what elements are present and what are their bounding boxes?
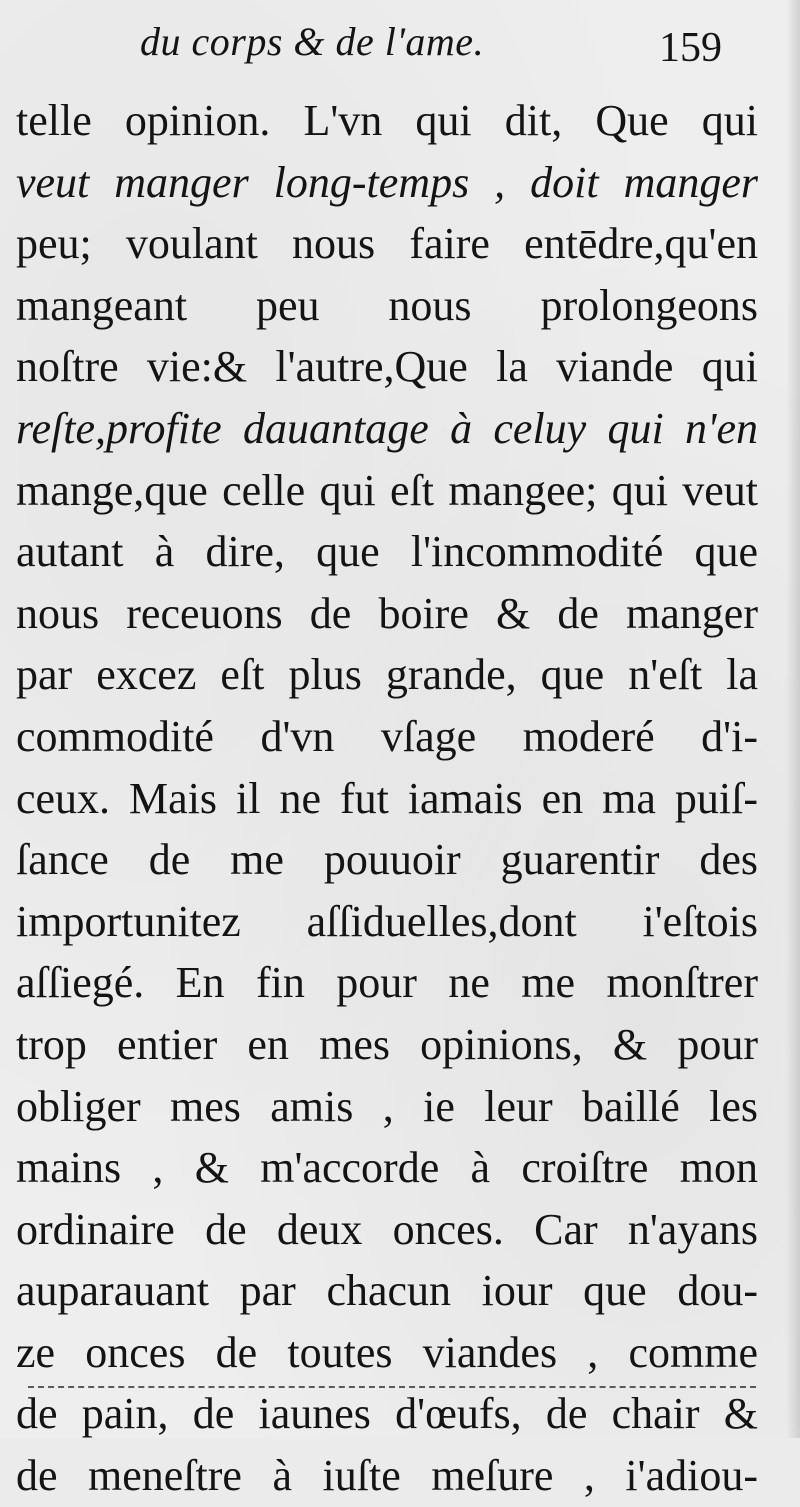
text-line: mains , & m'accorde à croiſtre mon [16, 1143, 758, 1193]
text-line: reſte,profite dauantage à celuy qui n'en [16, 403, 758, 453]
text-line: par excez eſt plus grande, que n'eſt la [16, 650, 758, 700]
running-head [0, 14, 800, 74]
text-line: peu; voulant nous faire entēdre,qu'en [16, 219, 758, 269]
body-text [16, 90, 758, 1507]
text-line: importunitez aſſiduelles,dont i'eſtois [16, 896, 758, 946]
page-edge-shadow [786, 0, 800, 1438]
text-line: nous receuons de boire & de manger [16, 588, 758, 638]
text-line: ſance de me pouuoir guarentir des [16, 835, 758, 885]
text-line: telle opinion. L'vn qui dit, Que qui [16, 96, 758, 145]
text-line: de meneſtre à iuſte meſure , i'adiou- [16, 1451, 758, 1501]
text-line: commodité d'vn vſage moderé d'i- [16, 711, 758, 761]
page-number: 159 [659, 25, 722, 71]
text-line: auparauant par chacun iour que dou- [16, 1266, 758, 1316]
text-line: ordinaire de deux onces. Car n'ayans [16, 1204, 758, 1254]
text-line: mangeant peu nous prolongeons [16, 280, 758, 330]
text-line: noſtre vie:& l'autre,Que la viande qui [16, 342, 758, 392]
text-line: trop entier en mes opinions, & pour [16, 1019, 758, 1069]
text-line: autant à dire, que l'incommodité que [16, 527, 758, 577]
text-line: ze onces de toutes viandes , comme [16, 1327, 758, 1377]
text-line: de pain, de iaunes d'œufs, de chair & [16, 1389, 758, 1439]
bottom-rule [28, 1386, 756, 1388]
text-line: mange,que celle qui eſt mangee; qui veut [16, 465, 758, 515]
text-line: veut manger long-temps , doit manger [16, 157, 758, 207]
text-line: aſſiegé. En fin pour ne me monſtrer [16, 958, 758, 1008]
running-head-title: du corps & de l'ame. [140, 19, 485, 64]
text-line: obliger mes amis , ie leur baillé les [16, 1081, 758, 1131]
text-line: ceux. Mais il ne fut iamais en ma puiſ- [16, 773, 758, 823]
